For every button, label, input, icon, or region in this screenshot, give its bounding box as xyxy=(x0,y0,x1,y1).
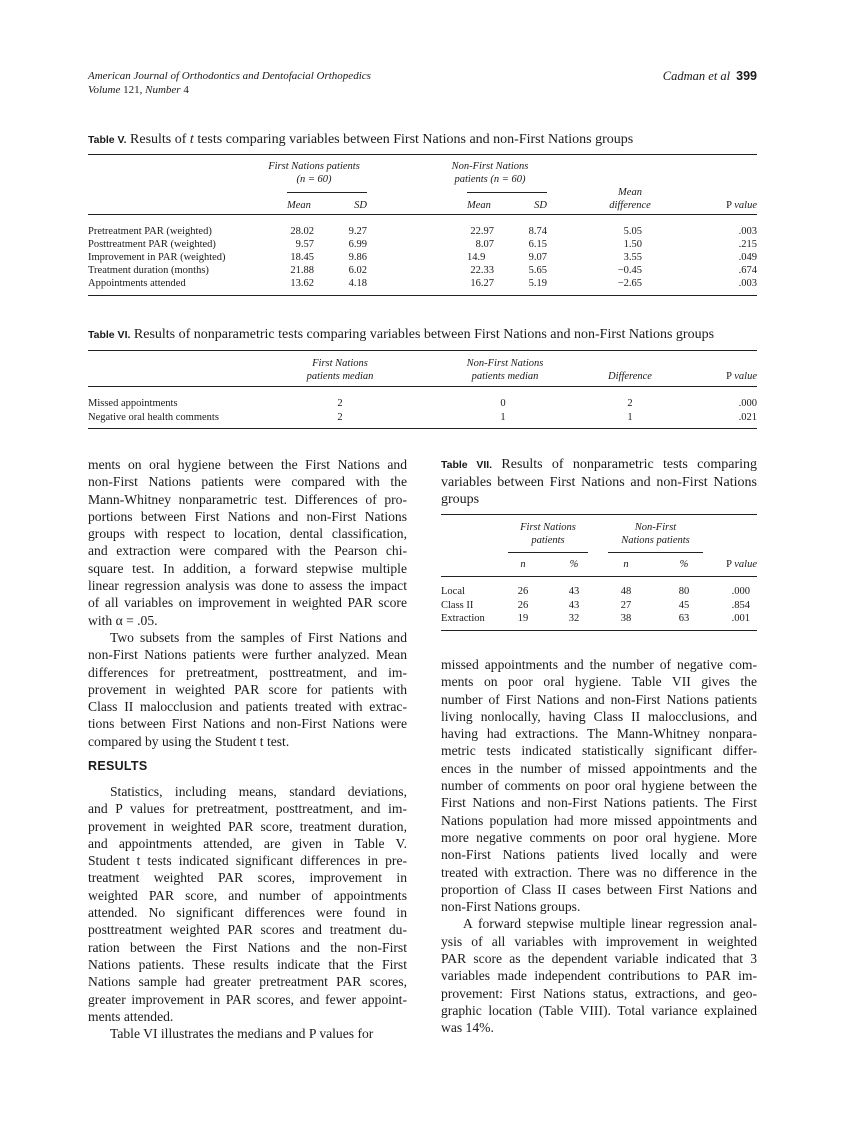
table5-col-p: P value xyxy=(726,200,757,211)
table6-caption: Table VI. Results of nonparametric tests comparing variables between First Nations and non-First Nations groups xyxy=(88,327,715,342)
author-label: Cadman et al xyxy=(662,69,731,83)
left-para-3: Statistics, including means, standard deviations, and P values for pretreatment, posttreatment, and im- provement in weighted PAR score, treatment duration, and appointments attended, are given in Table V. Student t tests indicated significant differences in pre- treatment weighted PAR scores, improvement in weighted PAR score, and number of appointments attended. No significant differences were found in posttreatment weighted PAR scores and treatment du- ration between the First Nations and the non-First Nations patients. These results indicate that the First Nations sample had greater pretreatment PAR scores, greater improvement in PAR scores, and fewer appoint- ments attended. Table VI illustrates the medians and P values for xyxy=(88,784,407,1042)
table5-col-nfn-sd: SD xyxy=(534,200,547,211)
table7-group1-header: First Nations patients xyxy=(520,522,576,546)
table5-bottom-rule xyxy=(88,295,757,296)
volume-line: Volume 121, Number 4 xyxy=(88,84,189,96)
table6-top-rule xyxy=(88,350,757,351)
table5-col-fn-mean: Mean xyxy=(287,200,311,211)
table7-col-fn-pct: % xyxy=(569,559,579,570)
left-para-2: Two subsets from the samples of First Nations and non-First Nations patients were further analyzed. Mean differences for pretreatment, posttreatment, and im- provement in weighted PAR score for patients with Class II malocclusion and patients treated with extrac- tions between First Nations and non-First Nations were compared by using the Student t test. xyxy=(88,630,407,749)
table6-col-nfn-header: Non-First Nations patients median xyxy=(466,358,544,382)
table7-bottom-rule xyxy=(441,630,757,631)
table5-top-rule xyxy=(88,154,757,155)
table6-col-diff-header: Difference xyxy=(608,371,652,382)
table5-col-fn-sd: SD xyxy=(354,200,367,211)
journal-title: American Journal of Orthodontics and Dentofacial Orthopedics xyxy=(88,70,371,82)
table6-header-rule xyxy=(88,386,757,387)
table6-bottom-rule xyxy=(88,428,757,429)
table7-group2-header: Non-First Nations patients xyxy=(621,522,690,546)
table5-col-nfn-mean: Mean xyxy=(467,200,491,211)
table5-group1-rule xyxy=(287,192,367,193)
table7-col-p: P value xyxy=(726,559,757,570)
table5-group1-header: First Nations patients (n = 60) xyxy=(268,161,360,185)
table7-col-nfn-n: n xyxy=(623,559,629,570)
table7-col-fn-n: n xyxy=(520,559,526,570)
table7-header-rule xyxy=(441,576,757,577)
table5-group2-header: Non-First Nations patients (n = 60) xyxy=(451,161,529,185)
table5-caption: Table V. Results of t tests comparing variables between First Nations and non-First Nations groups xyxy=(88,132,634,147)
table5-group2-rule xyxy=(467,192,547,193)
table7-caption: Table VII. Results of nonparametric tests comparing variables between First Nations and non-First Nations groups xyxy=(441,457,758,507)
table5-header-rule xyxy=(88,214,757,215)
table7-top-rule xyxy=(441,514,757,515)
running-header-author-page xyxy=(663,69,757,83)
table5-mean-diff-header: Mean difference xyxy=(609,187,651,211)
table7-col-nfn-pct: % xyxy=(679,559,689,570)
table6-col-fn-header: First Nations patients median xyxy=(306,358,374,382)
table7-group2-rule xyxy=(608,552,703,553)
table7-group1-rule xyxy=(508,552,588,553)
table6-col-p-header: P value xyxy=(726,371,757,382)
left-para-1: ments on oral hygiene between the First Nations and non-First Nations patients were compared with the Mann-Whitney nonparametric test. Differences of pro- portions between First Nations and non-First Nations groups with respect to location, dental classification, and extraction were compared with the Pearson chi- square test. In addition, a forward stepwise multiple linear regression analysis was done to assess the impact of all variables on improvement in weighted PAR score with α = .05. xyxy=(88,457,407,628)
page-number: 399 xyxy=(736,69,757,83)
running-header-journal xyxy=(88,69,371,97)
results-heading: RESULTS xyxy=(88,759,148,773)
right-para-1: missed appointments and the number of negative com- ments on poor oral hygiene. Table VII gives the number of First Nations and non-First Nations patients living nonlocally, having Class II malocclusions, and having had extractions. The Mann-Whitney nonpara- metric tests indicated statistically significant differ- ences in the number of missed appointments and the number of comments on poor oral hygiene between the First Nations and non-First Nations patients. The First Nations population had more missed appointments and more negative comments on poor oral hygiene. More non-First Nations patients lived locally and were treated with extraction. There was no difference in the proportion of Class II cases between First Nations and non-First Nations groups. A forward stepwise multiple linear regression anal- ysis of all variables with improvement in weighted PAR score as the dependent variable indicated that 3 variables made independent contributions to PAR im- provement: First Nations status, extractions, and geo- graphic location (Table VIII). Total variance explained was 14%. xyxy=(441,657,757,1036)
